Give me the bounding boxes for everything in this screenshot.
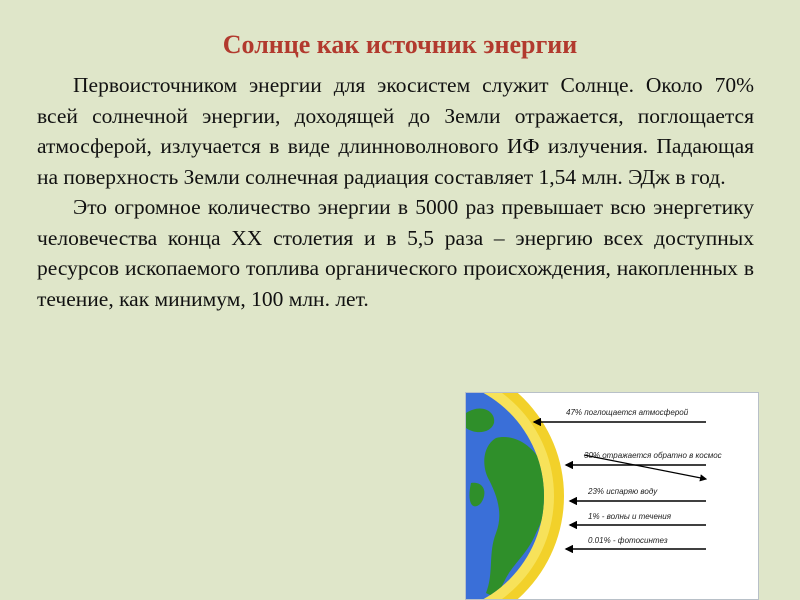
slide-body (37, 70, 754, 314)
paragraph-1: Первоисточником энергии для экосистем служит Солнце. Около 70% всей солнечной энергии, доходящей до Земли отражается, поглощается атмосферой, излучается в виде длинноволнового ИФ излучения. Падающая на поверхность Земли солнечная радиация составляет 1,54 млн. ЭДж в год. (37, 73, 754, 189)
energy-diagram-svg (466, 393, 758, 599)
label-photosynthesis: 0.01% - фотосинтез (588, 536, 668, 545)
label-reflected: 30% отражается обратно в космос (584, 451, 722, 460)
slide-title: Солнце как источник энергии (222, 30, 578, 59)
label-waves: 1% - волны и течения (588, 512, 672, 521)
label-absorbed: 47% поглощается атмосферой (566, 408, 689, 417)
label-evaporation: 23% испаряю воду (588, 487, 658, 496)
paragraph-2: Это огромное количество энергии в 5000 раз превышает всю энергетику человечества конца XX столетия и в 5,5 раза – энергию всех доступных ресурсов ископаемого топлива органического происхождения, накопленных в течение, как минимум, 100 млн. лет. (37, 195, 754, 311)
solar-energy-diagram (465, 392, 759, 600)
